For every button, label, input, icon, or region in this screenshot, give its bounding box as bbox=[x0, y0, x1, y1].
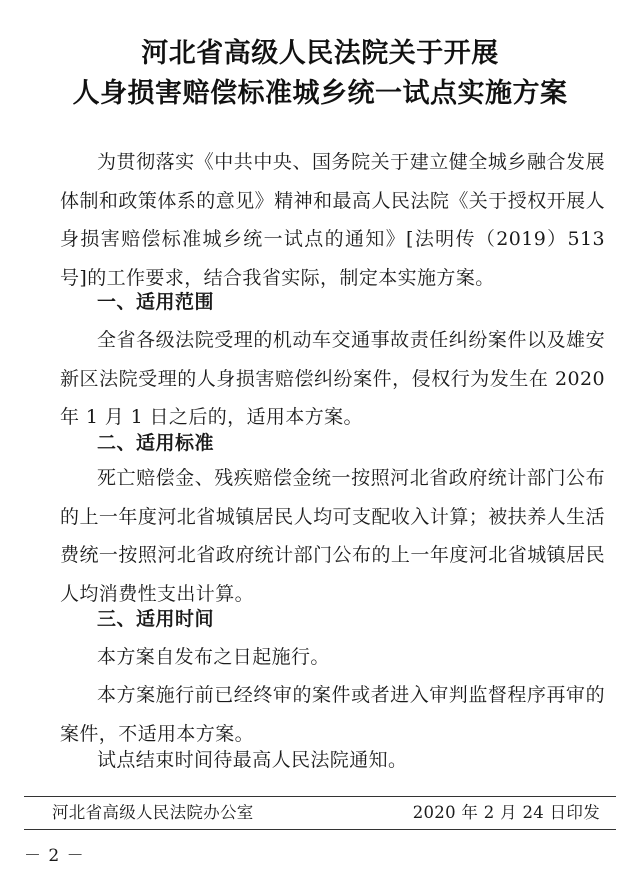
footer-issue-date: 2020 年 2 月 24 日印发 bbox=[412, 803, 600, 822]
footer-bottom-rule bbox=[24, 829, 616, 830]
section-standard-paragraph: 死亡赔偿金、残疾赔偿金统一按照河北省政府统计部门公布的上一年度河北省城镇居民人均可支配收入计算；被扶养人生活费统一按照河北省政府统计部门公布的上一年度河北省城镇居民人均消费性支出计算。 bbox=[60, 467, 605, 605]
section-scope-paragraph: 全省各级法院受理的机动车交通事故责任纠纷案件以及雄安新区法院受理的人身损害赔偿纠纷案件，侵权行为发生在 2020 年 1 月 1 日之后的，适用本方案。 bbox=[60, 329, 605, 429]
section-heading-scope: 一、适用范围 bbox=[97, 291, 215, 313]
section-time-paragraph-3: 试点结束时间待最高人民法院通知。 bbox=[97, 749, 408, 771]
section-time-paragraph-1: 本方案自发布之日起施行。 bbox=[97, 646, 330, 668]
footer-issuer: 河北省高级人民法院办公室 bbox=[52, 803, 254, 822]
intro-paragraph: 为贯彻落实《中共中央、国务院关于建立健全城乡融合发展体制和政策体系的意见》精神和最高人民法院《关于授权开展人身损害赔偿标准城乡统一试点的通知》[法明传（2019）513 号]的工作要求，结合我省实际，制定本实施方案。 bbox=[60, 151, 605, 289]
section-heading-time: 三、适用时间 bbox=[97, 608, 215, 630]
footer-top-rule bbox=[24, 796, 616, 797]
section-heading-standard: 二、适用标准 bbox=[97, 432, 215, 454]
page-number: － 2 － bbox=[24, 846, 85, 866]
document-title-line-1: 河北省高级人民法院关于开展 bbox=[141, 38, 499, 69]
document-title-line-2: 人身损害赔偿标准城乡统一试点实施方案 bbox=[72, 78, 568, 109]
section-time-paragraph-2: 本方案施行前已经终审的案件或者进入审判监督程序再审的案件，不适用本方案。 bbox=[60, 684, 605, 745]
